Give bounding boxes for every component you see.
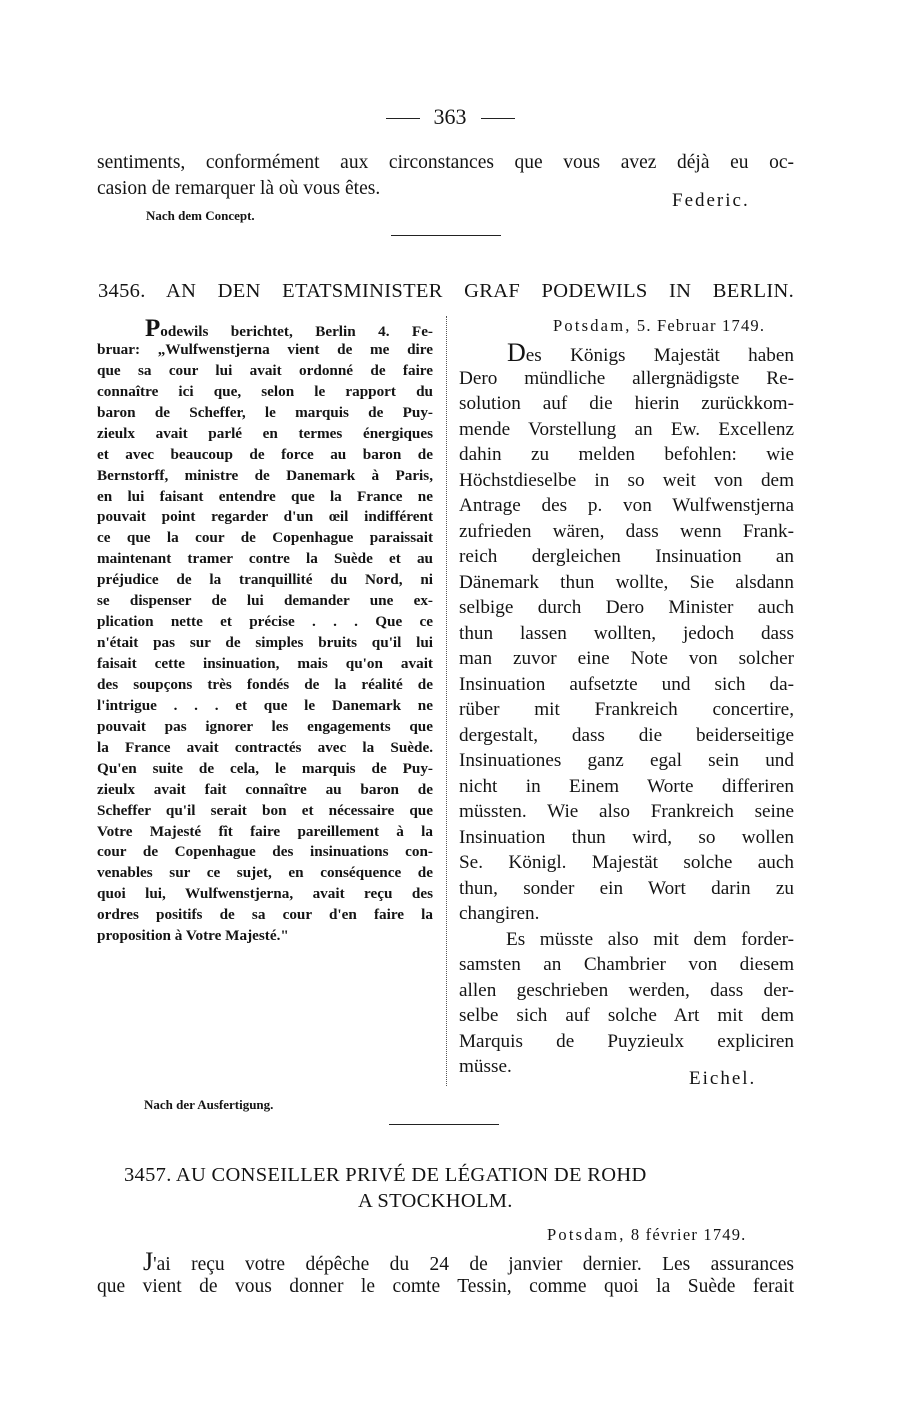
- summary-line: Qu'en suite de cela, le marquis de Puy-: [97, 759, 433, 777]
- summary-line: se dispenser de lui demander une ex-: [97, 592, 433, 610]
- letter-line: Höchstdieselbe in so weit von dem: [459, 469, 794, 491]
- summary-line: zieulx avait parlé en termes énergiques: [97, 424, 433, 442]
- letter-line: Dero mündliche allergnädigste Re-: [459, 367, 794, 389]
- section-divider-2: [389, 1124, 499, 1125]
- letter-initial: D: [507, 338, 526, 367]
- doc-3457-initial: J: [143, 1247, 154, 1276]
- letter-line: Antrage des p. von Wulfwenstjerna: [459, 495, 794, 517]
- summary-line: pouvait point regarder d'un œil indifférent: [97, 508, 433, 526]
- summary-line: quoi lui, Wulfwenstjerna, avait reçu des: [97, 885, 433, 903]
- summary-line: n'était pas sur de simples bruits qu'il lui: [97, 634, 433, 652]
- dateline-date: 8 février 1749.: [630, 1225, 747, 1244]
- letter-line: reich dergleichen Insinuation an: [459, 546, 794, 568]
- letter-line: es Königs Majestät haben: [525, 345, 794, 366]
- summary-line: la France avait contractés avec la Suède.: [97, 738, 433, 756]
- summary-line: bruar: „Wulfwenstjerna vient de me dire: [97, 340, 433, 358]
- letter-para2-line: selbe sich auf solche Art mit dem: [459, 1005, 794, 1027]
- summary-line: des soupçons très fondés de la réalité de: [97, 675, 433, 693]
- letter-para2-line: allen geschrieben werden, dass der-: [459, 979, 794, 1001]
- letter-line: solution auf die hierin zurückkom-: [459, 393, 794, 415]
- summary-line: préjudice de la tranquillité du Nord, ni: [97, 571, 433, 589]
- summary-line: connaître ici que, selon le rapport du: [97, 382, 433, 400]
- letter-para2-line: müsse.: [459, 1056, 512, 1078]
- dateline-place: Potsdam,: [553, 316, 632, 335]
- doc-3456-letter: [459, 340, 794, 1080]
- summary-line: que sa cour lui avait ordonné de faire: [97, 361, 433, 379]
- letter-line: rüber mit Frankreich concertire,: [459, 699, 794, 721]
- letter-line: mende Vorstellung an Ew. Excellenz: [459, 418, 794, 440]
- letter-line: thun lassen wollten, jedoch dass: [459, 622, 794, 644]
- letter-line: Insinuation aufsetzte und sich da-: [459, 673, 794, 695]
- summary-line: Scheffer qu'il serait bon et nécessaire que: [97, 801, 433, 819]
- summary-line: plication nette et précise . . . Que ce: [97, 613, 433, 631]
- letter-line: dahin zu melden befohlen: wie: [459, 444, 794, 466]
- doc-3457-first-line: [97, 1249, 794, 1274]
- intro-line-1: sentiments, conformément aux circonstances que vous avez déjà eu oc-: [97, 152, 794, 173]
- body-line: 'ai reçu votre dépêche du 24 de janvier dernier. Les assurances: [153, 1254, 794, 1275]
- summary-line: et avec beaucoup de force au baron de: [97, 445, 433, 463]
- letter-line: zufrieden wären, dass wenn Frank-: [459, 520, 794, 542]
- doc-3457-title-line-1: 3457. AU CONSEILLER PRIVÉ DE LÉGATION DE ROHD: [124, 1164, 647, 1186]
- doc-3456-dateline: [553, 316, 765, 336]
- letter-first-line: [459, 340, 794, 366]
- dateline-place: Potsdam,: [547, 1225, 626, 1244]
- dateline-date: 5. Februar 1749.: [636, 316, 766, 335]
- summary-line: proposition à Votre Majesté.": [97, 927, 289, 945]
- summary-line: odewils berichtet, Berlin 4. Fe-: [160, 323, 433, 340]
- letter-line: man zuvor eine Note von solcher: [459, 648, 794, 670]
- intro-source-note: Nach dem Concept.: [146, 208, 255, 223]
- intro-signature: Federic.: [672, 190, 750, 211]
- header-dash-left: [386, 118, 420, 119]
- summary-line: l'intrigue . . . et que le Danemark ne: [97, 696, 433, 714]
- doc-3457-title-line-2: A STOCKHOLM.: [358, 1190, 513, 1212]
- summary-line: en lui faisant entendre que la France ne: [97, 487, 433, 505]
- letter-line: Insinuation thun wird, so wollen: [459, 826, 794, 848]
- summary-line: Bernstorff, ministre de Danemark à Paris,: [97, 466, 433, 484]
- letter-line: changiren.: [459, 903, 540, 925]
- letter-line: selbige durch Dero Minister auch: [459, 597, 794, 619]
- doc-3456-summary: [97, 315, 433, 947]
- letter-line: Se. Königl. Majestät solche auch: [459, 852, 794, 874]
- doc-3456-source-note: Nach der Ausfertigung.: [144, 1097, 274, 1112]
- summary-initial: P: [145, 315, 161, 342]
- summary-line: maintenant tramer contre la Suède et au: [97, 550, 433, 568]
- letter-line: nicht in Einem Worte differiren: [459, 775, 794, 797]
- doc-3456-signature: Eichel.: [689, 1068, 757, 1089]
- letter-line: dergestalt, dass die beiderseitige: [459, 724, 794, 746]
- page-number: 363: [433, 104, 467, 129]
- letter-para2-line: samsten an Chambrier von diesem: [459, 954, 794, 976]
- doc-3456-title: 3456. AN DEN ETATSMINISTER GRAF PODEWILS IN BERLIN.: [98, 280, 794, 302]
- letter-para2-line: Marquis de Puyzieulx expliciren: [459, 1030, 794, 1052]
- summary-first-line: [97, 315, 433, 342]
- letter-para2-line: Es müsste also mit dem forder-: [506, 928, 794, 950]
- summary-line: ce que la cour de Copenhague paraissait: [97, 529, 433, 547]
- intro-line-2: casion de remarquer là où vous êtes.: [97, 178, 381, 199]
- page-header: [0, 104, 900, 130]
- header-dash-right: [481, 118, 515, 119]
- summary-line: Votre Majesté fît faire pareillement à la: [97, 822, 433, 840]
- letter-line: thun, sonder ein Wort darin zu: [459, 877, 794, 899]
- body-line: que vient de vous donner le comte Tessin, comme quoi la Suède ferait: [97, 1276, 794, 1297]
- summary-line: pouvait pas ignorer les engagements que: [97, 717, 433, 735]
- summary-line: cour de Copenhague des insinuations con-: [97, 843, 433, 861]
- section-divider-1: [391, 235, 501, 236]
- summary-line: faisait cette insinuation, mais qu'on avait: [97, 655, 433, 672]
- column-divider: [446, 316, 447, 1086]
- summary-line: baron de Scheffer, le marquis de Puy-: [97, 403, 433, 421]
- doc-3457-dateline: [547, 1225, 747, 1245]
- letter-line: Dänemark thun wollte, Sie alsdann: [459, 571, 794, 593]
- summary-line: venables sur ce sujet, en conséquence de: [97, 864, 433, 882]
- letter-line: müssten. Wie also Frankreich seine: [459, 801, 794, 823]
- summary-line: ordres positifs de sa cour d'en faire la: [97, 906, 433, 924]
- summary-line: zieulx avait fait connaître au baron de: [97, 780, 433, 798]
- doc-3457-body: [97, 1249, 794, 1299]
- letter-line: Insinuationes ganz egal sein und: [459, 750, 794, 772]
